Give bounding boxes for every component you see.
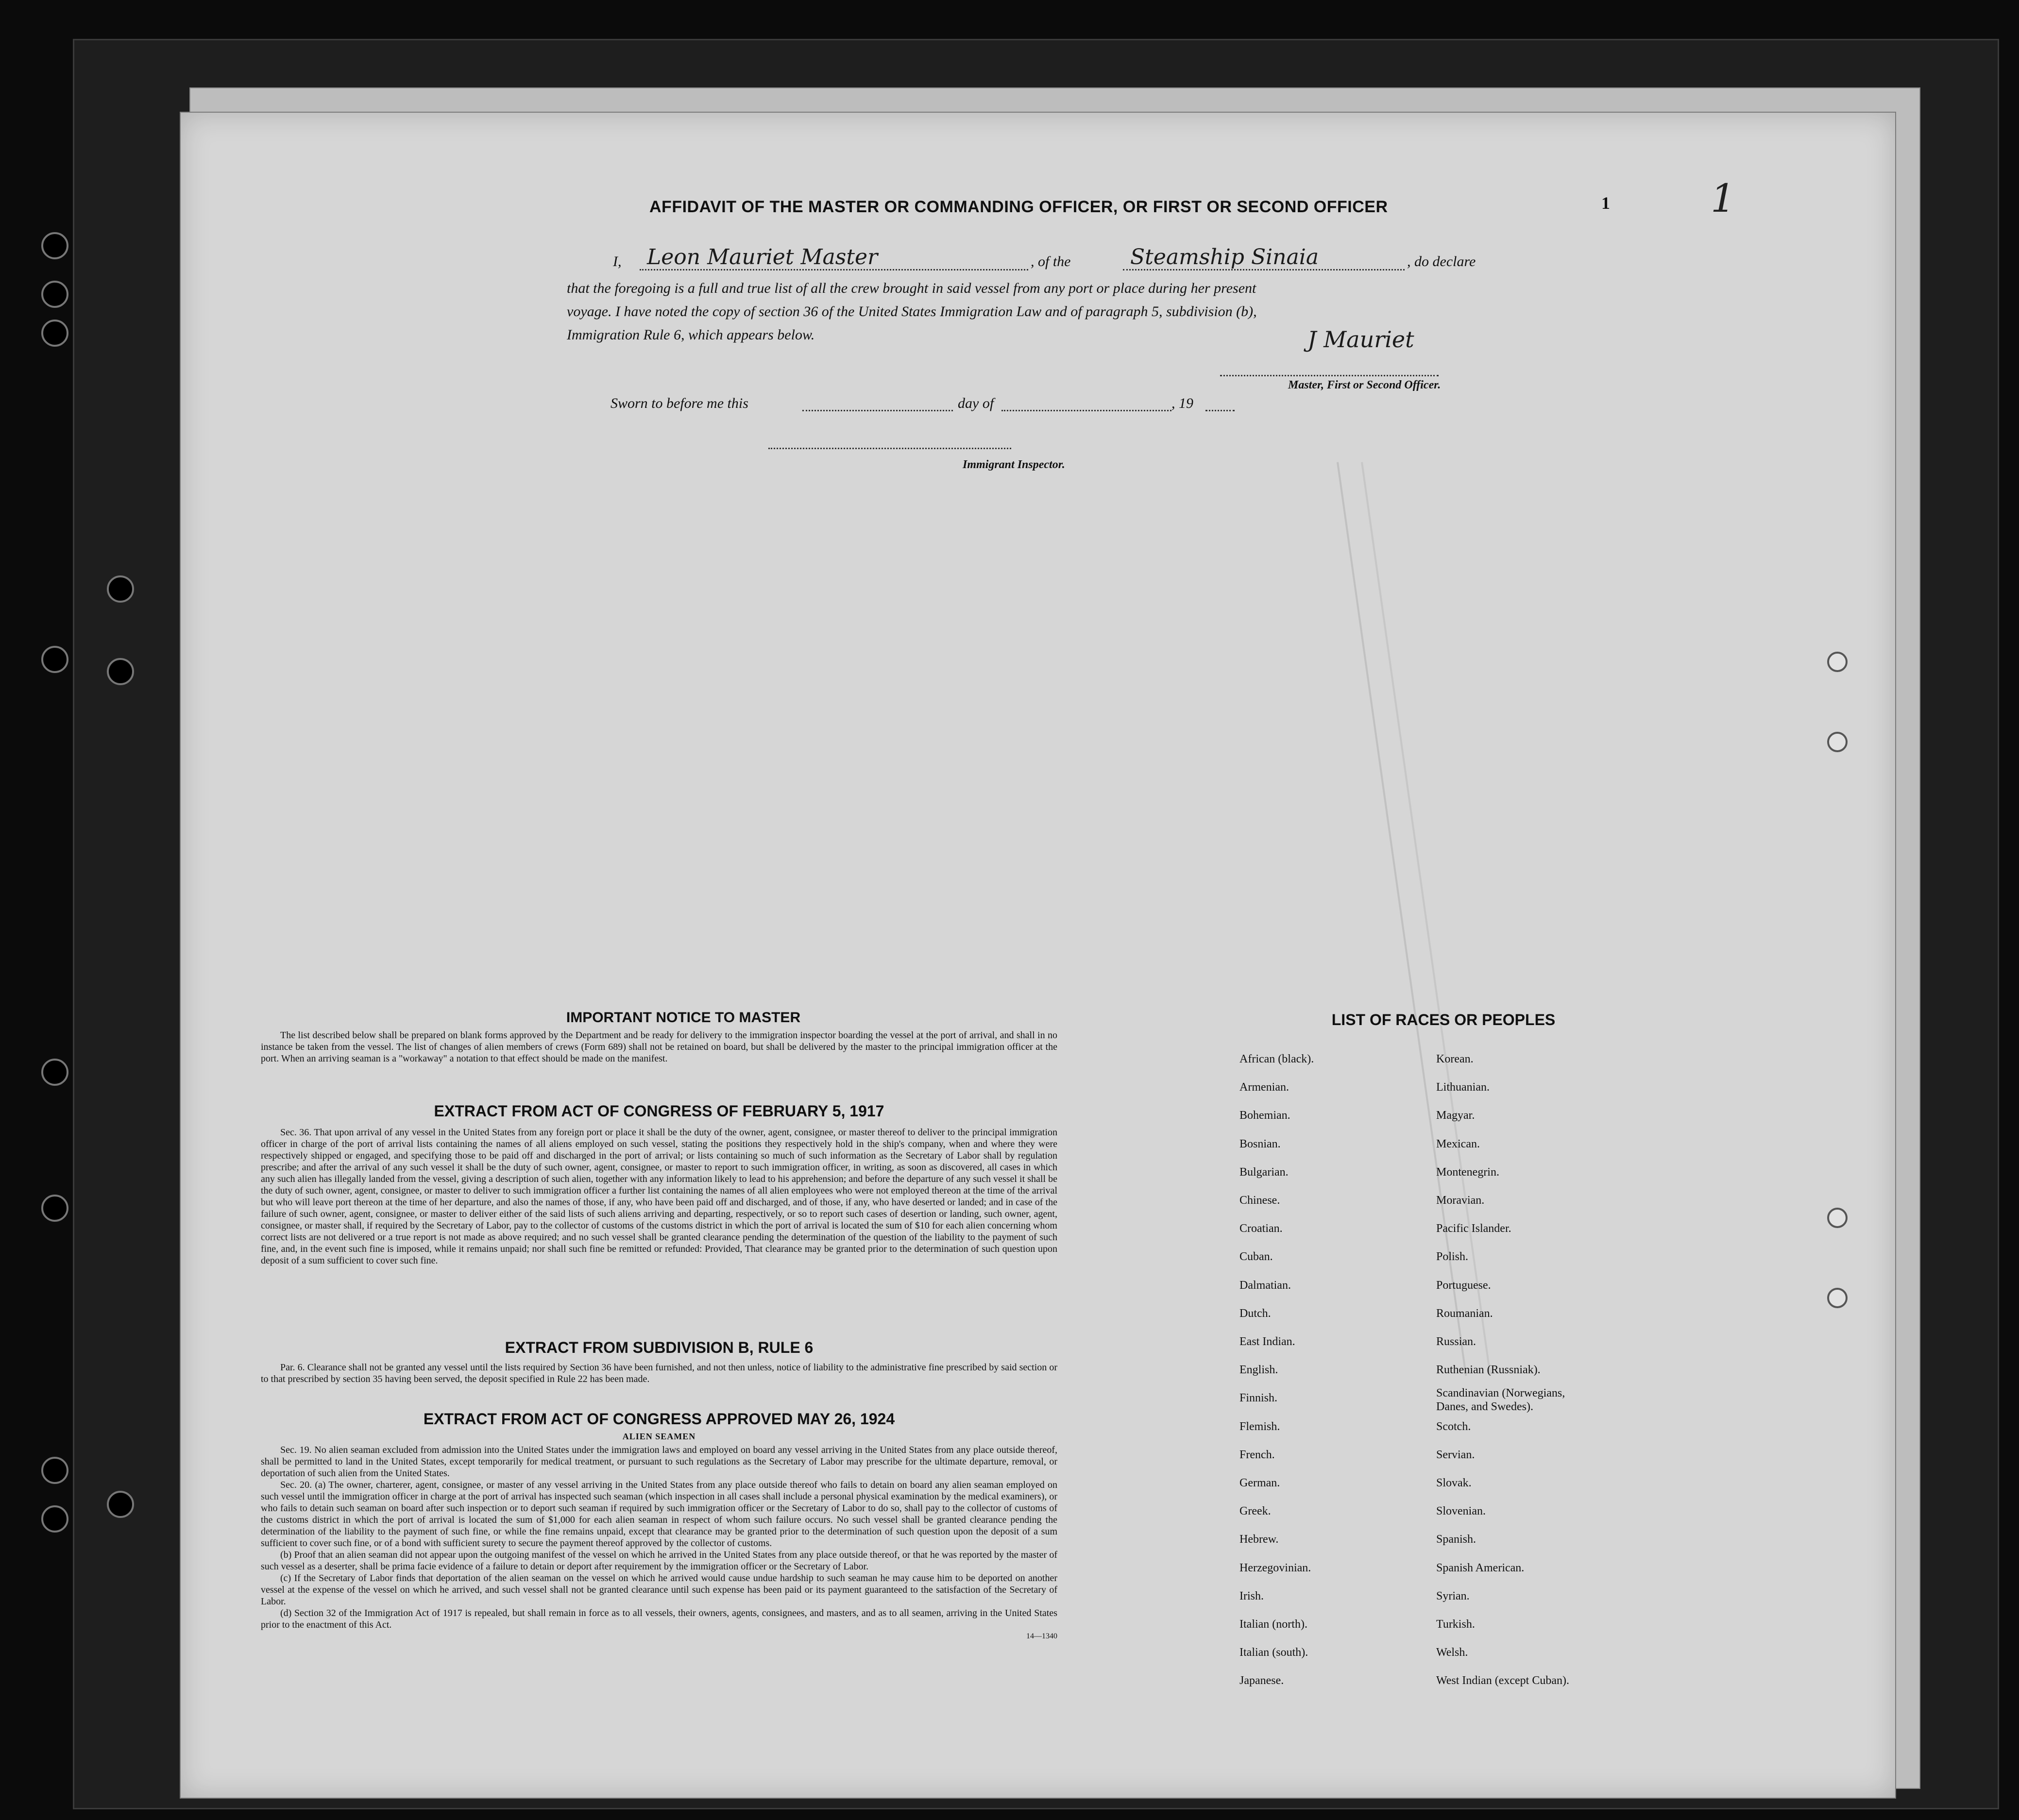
race-item: Servian. (1436, 1448, 1475, 1461)
extract-1917-title: EXTRACT FROM ACT OF CONGRESS OF FEBRUARY 5, 1917 (434, 1102, 884, 1120)
signature-caption: Master, First or Second Officer. (1288, 379, 1441, 391)
race-item: West Indian (except Cuban). (1436, 1674, 1569, 1687)
sec20d-text: (d) Section 32 of the Immigration Act of 1917 is repealed, but shall remain in force as to all vessels, their owners, agents, consignees, and masters, and as to all seamen, arriving in the United States prior to the enactment of this Act. (261, 1608, 1057, 1630)
race-item: Croatian. (1239, 1222, 1283, 1235)
inspector-line (768, 448, 1011, 449)
race-item: French. (1239, 1448, 1275, 1461)
notice-title: IMPORTANT NOTICE TO MASTER (566, 1010, 801, 1026)
vessel-name-line (1123, 269, 1405, 270)
race-item: Bohemian. (1239, 1109, 1290, 1122)
affidavit-line-4: Immigration Rule 6, which appears below. (567, 327, 815, 343)
race-item: Polish. (1436, 1250, 1469, 1264)
extract-rule6-title: EXTRACT FROM SUBDIVISION B, RULE 6 (505, 1339, 814, 1356)
race-item: Montenegrin. (1436, 1165, 1499, 1179)
sworn-day-line (802, 410, 953, 411)
sec20a-text: Sec. 20. (a) The owner, charterer, agent, consignee, or master of any vessel arriving in the United States from any place outside thereof who fails to detain on board any alien seaman employed on such vessel until the immigration officer in charge at the port of arrival has inspected such seaman (which inspection in all cases shall include a personal physical examination by the medical examiners), or who fails to detain such seaman on board after such inspection or to deport such seaman if required by such immigration officer or the Secretary of Labor to do so, shall pay to the collector of customs of the customs district in which the port of arrival is located the sum of $1,000 for each alien seaman in respect of whom such failure occurs. No such vessel shall be granted clearance pending the determination of the liability to the payment of such fine, or while the fine remains unpaid, except that clearance may be granted prior to the determination of such question upon the deposit of a sum sufficient to cover such fine, or of a bond with sufficient surety to secure the payment thereof approved by the collector of customs. (261, 1480, 1057, 1549)
binder-hole (1827, 652, 1848, 672)
races-left-column (1239, 1052, 1443, 1805)
race-item: Korean. (1436, 1053, 1474, 1065)
document-page (180, 112, 1896, 1799)
sworn-label: Sworn to before me this (611, 395, 748, 411)
race-item: Moravian. (1436, 1194, 1485, 1207)
master-name-line (640, 269, 1028, 270)
binder-hole (41, 1195, 68, 1222)
sworn-year-line (1205, 410, 1235, 411)
race-item: Lithuanian. (1436, 1081, 1490, 1094)
race-item: Spanish. (1436, 1533, 1476, 1546)
extract-rule6-body: Par. 6. Clearance shall not be granted any vessel until the lists required by Section 36 have been furnished, and not then unless, notice of liability to the administrative fine prescribed by said section or to that prescribed by section 35 having been served, the deposit specified in Rule 22 has been made. (261, 1362, 1057, 1384)
race-item: Flemish. (1239, 1420, 1280, 1433)
race-item: Syrian. (1436, 1589, 1470, 1602)
signature-line (1220, 375, 1439, 376)
race-item: Spanish American. (1436, 1561, 1525, 1574)
i-label: I, (613, 253, 622, 270)
race-item: Hebrew. (1239, 1533, 1279, 1546)
binder-hole (41, 1457, 68, 1484)
race-item: Dalmatian. (1239, 1279, 1291, 1292)
race-item: African (black). (1239, 1053, 1314, 1065)
race-item: Chinese. (1239, 1194, 1280, 1207)
corner-mark: 1 (1711, 176, 1735, 221)
sec19-text: Sec. 19. No alien seaman excluded from admission into the United States under the immigration laws and employed on board any vessel arriving in the United States from any place outside thereof, shall be permitted to land in the United States, except temporarily for medical treatment, or pursuant to such regulations as the Secretary of Labor may prescribe for the ultimate departure, removal, or deportation of such alien from the United States. (261, 1445, 1057, 1479)
race-item: Russian. (1436, 1335, 1476, 1348)
binder-hole (41, 646, 68, 673)
extract-1924-body (261, 1444, 1057, 1642)
race-item: Slovak. (1436, 1477, 1472, 1489)
race-item: Scandinavian (Norwegians, Danes, and Swedes). (1436, 1387, 1565, 1414)
binder-hole (1827, 732, 1848, 752)
affidavit-line-3: voyage. I have noted the copy of section 36 of the United States Immigration Law and of paragraph 5, subdivision (b), (567, 303, 1257, 320)
binder-hole (41, 232, 68, 259)
master-name: Leon Mauriet Master (647, 245, 878, 270)
race-item: Pacific Islander. (1436, 1222, 1511, 1235)
race-item: Magyar. (1436, 1109, 1475, 1122)
race-item: Turkish. (1436, 1618, 1475, 1631)
form-code: 14—1340 (1026, 1632, 1057, 1640)
binder-hole (1827, 1208, 1848, 1228)
binder-hole (1827, 1288, 1848, 1308)
extract-1924-title: EXTRACT FROM ACT OF CONGRESS APPROVED MAY 26, 1924 (423, 1410, 895, 1428)
sec20c-text: (c) If the Secretary of Labor finds that deportation of the alien seaman on the vessel on which he arrived would cause undue hardship to such seaman he may cause him to be deported on another vessel at the expense of the vessel on which he arrived, and such vessel shall not be granted clearance until such expense has been paid or its payment guaranteed to the satisfaction of the Secretary of Labor. (261, 1573, 1057, 1607)
extract-1917-body: Sec. 36. That upon arrival of any vessel in the United States from any foreign port or place it shall be the duty of the owner, agent, consignee, or master thereof to deliver to the principal immigration officer in charge of the port of arrival lists containing the names of all aliens employed on such vessel, stating the positions they respectively hold in the ship's company, when and where they were respectively shipped or engaged, and specifying those to be paid off and discharged in the port of arrival; or lists containing so much of such information as the Secretary of Labor shall by regulation prescribe; and after the arrival of any such vessel it shall be the duty of such owner, agent, consignee, or master to report to such immigration officer, in writing, as soon as discovered, all cases in which any such alien has illegally landed from the vessel, giving a description of such alien, together with any information likely to lead to his apprehension; and before the departure of any such vessel it shall be the duty of such owner, agent, consignee, or master to deliver to such immigration officer a further list containing the names of all alien employees who were not employed thereon at the time of the arrival but who will leave port thereon at the time of her departure, and also the names of those, if any, who have been paid off and discharged, and of those, if any, who have deserted or landed; and in case of the failure of such owner, agent, consignee, or master to deliver either of the said lists of such aliens arriving and departing, respectively, or so to report such cases of desertion or landing, such owner, agent, consignee, or master shall, if required by the Secretary of Labor, pay to the collector of customs of the customs district in which the port of arrival is located the sum of $10 for each alien concerning whom correct lists are not delivered or a true report is not made as above required; and no such vessel shall be granted clearance pending the determination of the question of the liability to the payment of such fine, and, in the event such fine is imposed, while it remains unpaid; nor shall such fine be remitted or refunded: Provided, That clearance may be granted prior to the determination of such question upon deposit of a sum sufficient to cover such fine. (261, 1127, 1057, 1266)
binder-hole (41, 1059, 68, 1086)
sworn-month-line (1001, 410, 1171, 411)
sec20b-text: (b) Proof that an alien seaman did not appear upon the outgoing manifest of the vessel on which he arrived in the United States from any place outside thereof, or that he was reported by the master of such vessel as a deserter, shall be prima facie evidence of a failure to detain or deport after requirement by the immigration officer or the Secretary of Labor. (261, 1550, 1057, 1572)
race-item: Italian (north). (1239, 1618, 1307, 1631)
inspector-caption: Immigrant Inspector. (963, 458, 1065, 471)
binder-hole (41, 281, 68, 308)
race-item: Finnish. (1239, 1392, 1278, 1405)
race-item: East Indian. (1239, 1335, 1295, 1348)
day-of-label: day of (958, 395, 994, 411)
race-item: Cuban. (1239, 1250, 1273, 1264)
vessel-name: Steamship Sinaia (1130, 245, 1319, 270)
race-item: English. (1239, 1364, 1278, 1377)
do-declare-label: , do declare (1407, 253, 1476, 270)
affidavit-line-2: that the foregoing is a full and true list of all the crew brought in said vessel from any port or place during her present (567, 280, 1256, 296)
race-item: Welsh. (1436, 1646, 1468, 1659)
races-right-column (1436, 1052, 1708, 1805)
master-signature: J Mauriet (1307, 326, 1414, 353)
race-item: Dutch. (1239, 1307, 1271, 1320)
race-item: Roumanian. (1436, 1307, 1493, 1320)
race-item: Ruthenian (Russniak). (1436, 1364, 1541, 1377)
year-prefix: , 19 (1171, 395, 1193, 411)
race-item: Armenian. (1239, 1081, 1289, 1094)
race-item: Bulgarian. (1239, 1165, 1289, 1179)
race-item: Bosnian. (1239, 1137, 1281, 1150)
page-number: 1 (1601, 193, 1610, 213)
binder-hole (107, 658, 134, 685)
binder-hole (41, 1505, 68, 1533)
binder-hole (107, 1491, 134, 1518)
race-item: German. (1239, 1477, 1280, 1489)
binder-hole (107, 575, 134, 603)
binder-hole (41, 320, 68, 347)
race-item: Japanese. (1239, 1674, 1284, 1687)
race-item: Slovenian. (1436, 1505, 1486, 1518)
race-item: Mexican. (1436, 1137, 1480, 1150)
race-item: Portuguese. (1436, 1279, 1491, 1292)
race-item: Irish. (1239, 1589, 1264, 1602)
affidavit-heading: AFFIDAVIT OF THE MASTER OR COMMANDING OFFICER, OR FIRST OR SECOND OFFICER (649, 198, 1388, 216)
race-item: Greek. (1239, 1505, 1271, 1518)
race-item: Scotch. (1436, 1420, 1471, 1433)
races-title: LIST OF RACES OR PEOPLES (1331, 1011, 1556, 1028)
notice-body: The list described below shall be prepared on blank forms approved by the Department and be ready for delivery to the immigration inspector boarding the vessel at the port of arrival, and shall in no instance be taken from the vessel. The list of changes of alien members of crews (Form 689) shall not be retained on board, but shall be delivered by the master to the principal immigration officer at the port. When an arriving seaman is a "workaway" a notation to that effect should be made on the manifest. (261, 1030, 1057, 1064)
race-item: Italian (south). (1239, 1646, 1308, 1659)
of-the-label: , of the (1031, 253, 1071, 270)
race-item: Herzegovinian. (1239, 1561, 1311, 1574)
extract-1924-subtitle: ALIEN SEAMEN (622, 1432, 696, 1441)
